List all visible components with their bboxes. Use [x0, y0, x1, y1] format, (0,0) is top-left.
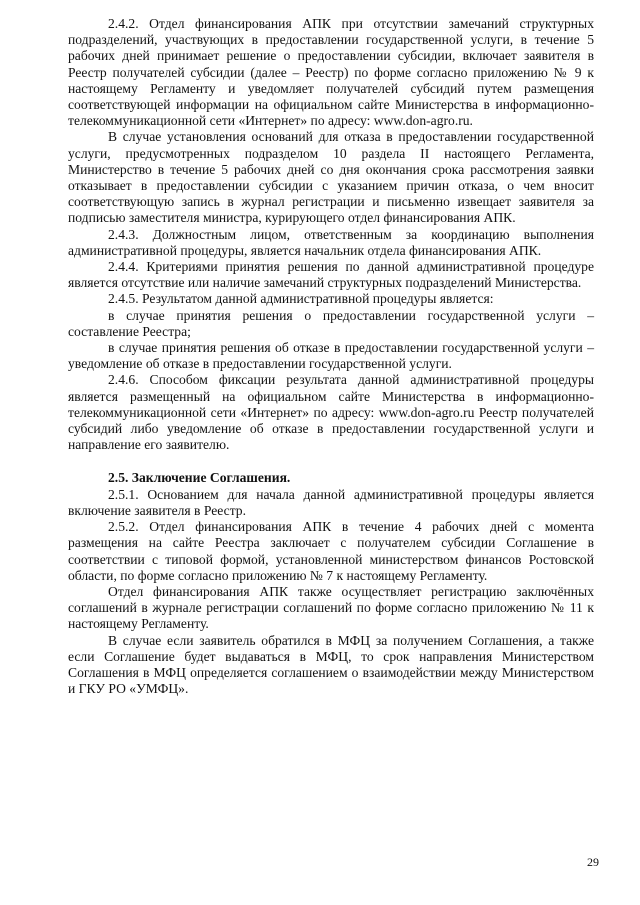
paragraph-result-refusal: в случае принятия решения об отказе в предоставлении государственной услуги – уведомление об отказе в предоставлении государственной услуги.	[68, 340, 594, 372]
paragraph-2-4-2: 2.4.2. Отдел финансирования АПК при отсутствии замечаний структурных подразделений, участвующих в предоставлении государственной услуги, в течение 5 рабочих дней принимает решение о предоставлении субсидии, включает заявителя в Реестр получателей субсидии (далее – Реестр) по форме согласно приложению № 9 к настоящему Регламенту и уведомляет получателей субсидий путем размещения соответствующей информации на официальном сайте Министерства в информационно-телекоммуникационной сети «Интернет» по адресу: www.don-agro.ru.	[68, 16, 594, 129]
paragraph-result-registry: в случае принятия решения о предоставлении государственной услуги – составление Реестра;	[68, 307, 594, 339]
paragraph-2-4-5: 2.4.5. Результатом данной административной процедуры является:	[108, 291, 494, 307]
paragraph-2-4-3: 2.4.3. Должностным лицом, ответственным за координацию выполнения административной процедуры, является начальник отдела финансирования АПК.	[68, 226, 594, 258]
paragraph-2-5-1: 2.5.1. Основанием для начала данной административной процедуры является включение заявителя в Реестр.	[68, 486, 594, 518]
document-body	[68, 16, 594, 697]
page-number: 29	[587, 855, 599, 869]
paragraph-mfc: В случае если заявитель обратился в МФЦ за получением Соглашения, а также если Соглашение будет выдаваться в МФЦ, то срок направления Министерством Соглашения в МФЦ определяется соглашением о взаимодействии между Министерством и ГКУ РО «УМФЦ».	[68, 632, 594, 697]
paragraph-registration: Отдел финансирования АПК также осуществляет регистрацию заключённых соглашений в журнале регистрации соглашений по форме согласно приложению № 11 к настоящему Регламенту.	[68, 583, 594, 632]
section-heading-2-5: 2.5. Заключение Соглашения.	[108, 470, 291, 486]
paragraph-2-4-4: 2.4.4. Критериями принятия решения по данной административной процедуре является отсутствие или наличие замечаний структурных подразделений Министерства.	[68, 259, 594, 291]
paragraph-refusal: В случае установления оснований для отказа в предоставлении государственной услуги, предусмотренных подразделом 10 раздела II настоящего Регламента, Министерство в течение 5 рабочих дней со дня окончания срока рассмотрения заявки отказывает в предоставлении субсидии с указанием причин отказа, о чем вносит соответствующую запись в журнал регистрации и письменно извещает заявителя за подписью заместителя министра, курирующего отдел финансирования АПК.	[68, 129, 594, 226]
paragraph-2-5-2: 2.5.2. Отдел финансирования АПК в течение 4 рабочих дней с момента размещения на сайте Реестра заключает с получателем субсидии Соглашение в соответствии с типовой формой, установленной министерством финансов Ростовской области, по форме согласно приложению № 7 к настоящему Регламенту.	[68, 519, 594, 583]
paragraph-2-4-6: 2.4.6. Способом фиксации результата данной административной процедуры является размещенный на официальном сайте Министерства в информационно-телекоммуникационной сети «Интернет» по адресу: www.don-agro.ru Реестр получателей субсидий либо уведомление об отказе в предоставлении государственной услуги и направление его заявителю.	[68, 372, 594, 453]
